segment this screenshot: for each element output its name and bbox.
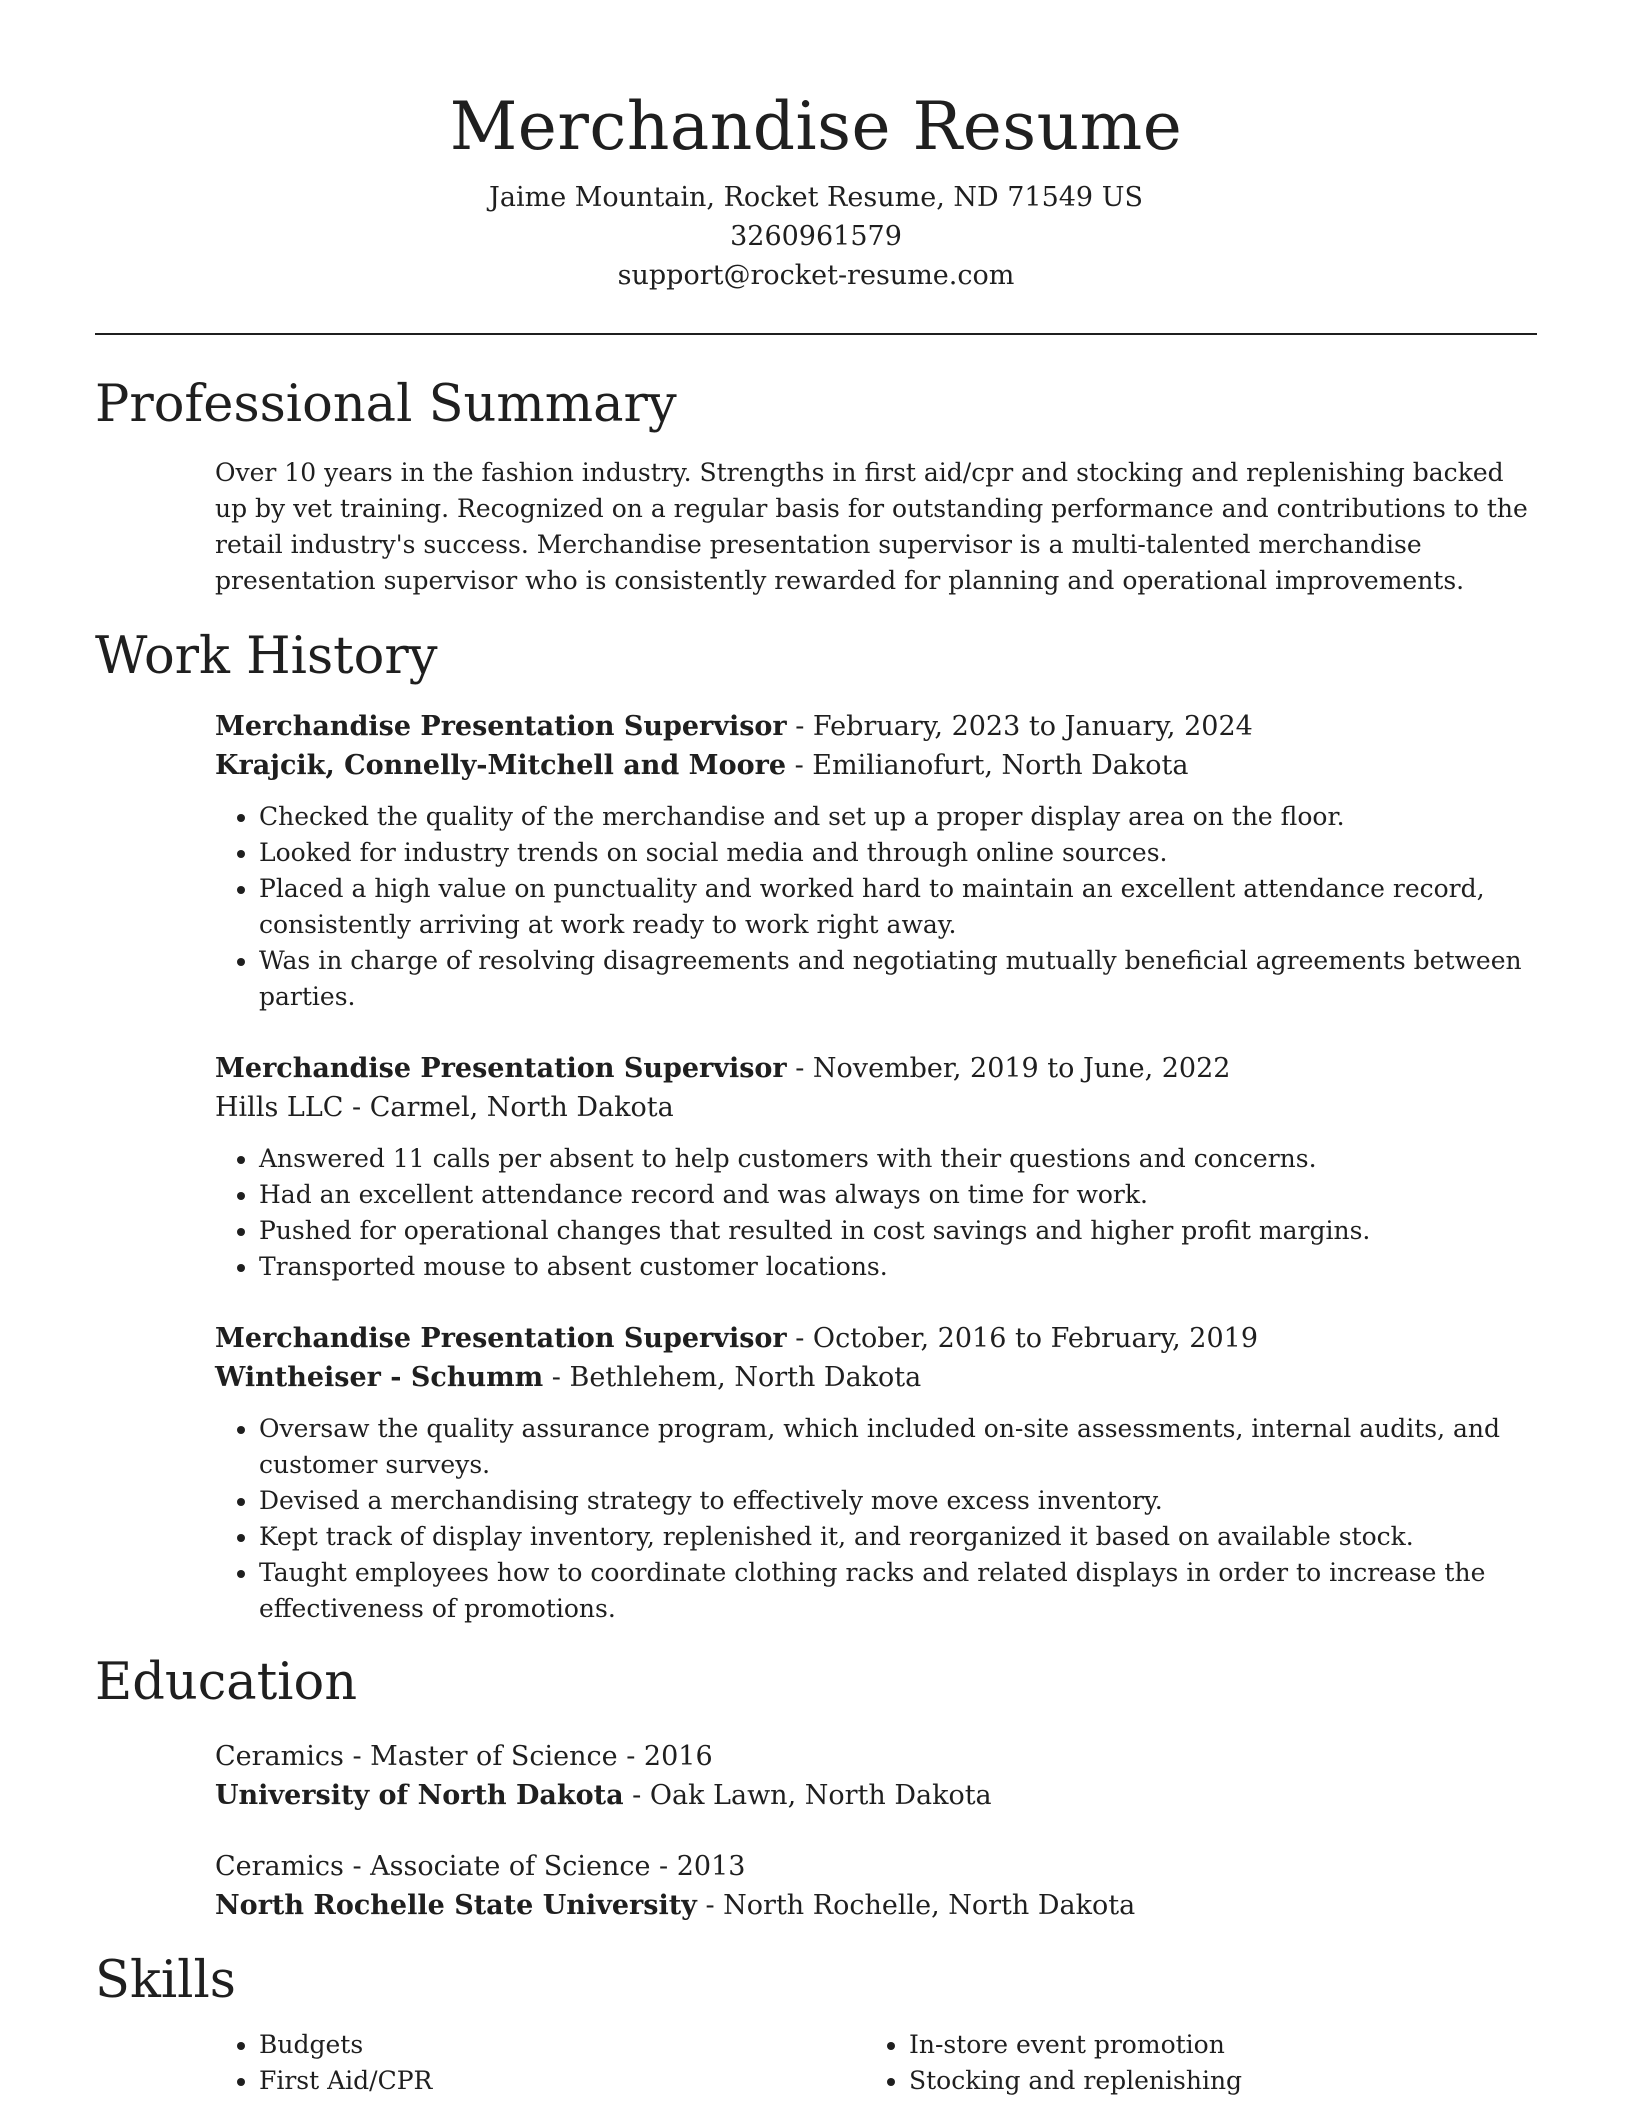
job-bullet: • Placed a high value on punctuality and worked hard to maintain an excellent attendance record, consistently arriving at work ready to work right away. <box>259 871 1537 943</box>
job-dates: - November, 2019 to June, 2022 <box>786 1053 1231 1084</box>
education-degree: Ceramics - Master of Science <box>215 1741 618 1772</box>
contact-info <box>95 178 1537 295</box>
skills-column-left <box>215 2027 865 2099</box>
job-bullet: • Devised a merchandising strategy to effectively move excess inventory. <box>259 1483 1537 1519</box>
section-title-summary: Professional Summary <box>95 375 677 434</box>
job-bullet: • Had an excellent attendance record and was always on time for work. <box>259 1177 1537 1213</box>
job-location: - Carmel, North Dakota <box>343 1092 674 1123</box>
job-bullet: • Taught employees how to coordinate clothing racks and related displays in order to increase the effectiveness of promotions. <box>259 1555 1537 1627</box>
education-entry <box>215 1737 1537 1815</box>
education-degree-line <box>215 1847 1537 1886</box>
job-entry <box>215 1319 1537 1627</box>
education-location: - Oak Lawn, North Dakota <box>623 1780 992 1811</box>
job-bullet: • Kept track of display inventory, replenished it, and reorganized it based on available stock. <box>259 1519 1537 1555</box>
education-school-line <box>215 1776 1537 1815</box>
job-company-line <box>215 1088 1537 1127</box>
education-location: - North Rochelle, North Dakota <box>696 1890 1136 1921</box>
skill-item: • Stocking and replenishing <box>909 2063 1515 2099</box>
job-role: Merchandise Presentation Supervisor <box>215 1053 787 1084</box>
job-role-line <box>215 1049 1537 1088</box>
job-dates: - February, 2023 to January, 2024 <box>786 711 1253 742</box>
work-history-list <box>215 707 1537 1627</box>
job-bullets <box>215 1141 1537 1285</box>
header-divider <box>95 333 1537 335</box>
page-title: Merchandise Resume <box>449 88 1183 165</box>
job-role-line <box>215 707 1537 746</box>
contact-address: Jaime Mountain, Rocket Resume, ND 71549 US <box>489 182 1143 213</box>
education-degree-line <box>215 1737 1537 1776</box>
job-role: Merchandise Presentation Supervisor <box>215 1323 787 1354</box>
contact-email: support@rocket-resume.com <box>617 260 1015 291</box>
job-bullet: • Checked the quality of the merchandise and set up a proper display area on the floor. <box>259 799 1537 835</box>
job-bullet: • Transported mouse to absent customer locations. <box>259 1249 1537 1285</box>
job-bullets <box>215 1411 1537 1627</box>
job-location: - Bethlehem, North Dakota <box>543 1362 922 1393</box>
skill-item: • In-store event promotion <box>909 2027 1515 2063</box>
skill-item: • Budgets <box>259 2027 865 2063</box>
section-title-work-history: Work History <box>95 627 438 686</box>
job-entry <box>215 1049 1537 1285</box>
job-role-line <box>215 1319 1537 1358</box>
skill-item: • First Aid/CPR <box>259 2063 865 2099</box>
job-role: Merchandise Presentation Supervisor <box>215 711 787 742</box>
job-dates: - October, 2016 to February, 2019 <box>786 1323 1259 1354</box>
job-company-line <box>215 1358 1537 1397</box>
skills-column-right <box>865 2027 1515 2099</box>
resume-header <box>95 0 1537 295</box>
job-company-line <box>215 746 1537 785</box>
job-entry <box>215 707 1537 1015</box>
job-bullet: • Was in charge of resolving disagreements and negotiating mutually beneficial agreements between parties. <box>259 943 1537 1015</box>
job-company: Hills LLC <box>215 1092 344 1123</box>
job-bullet: • Looked for industry trends on social media and through online sources. <box>259 835 1537 871</box>
contact-phone: 3260961579 <box>730 221 902 252</box>
resume-page <box>95 0 1537 2099</box>
summary-text: Over 10 years in the fashion industry. Strengths in first aid/cpr and stocking and replenishing backed up by vet training. Recognized on a regular basis for outstanding performance and contributions to the retail industry's success. Merchandise presentation supervisor is a multi-talented merchandise presentation supervisor who is consistently rewarded for planning and operational improvements. <box>215 458 1528 595</box>
education-list <box>215 1737 1537 1925</box>
section-title-skills: Skills <box>95 1951 236 2010</box>
education-school: North Rochelle State University <box>215 1890 697 1921</box>
job-bullet: • Pushed for operational changes that resulted in cost savings and higher profit margins. <box>259 1213 1537 1249</box>
job-company: Krajcik, Connelly-Mitchell and Moore <box>215 750 786 781</box>
skills-list <box>215 2027 1537 2099</box>
job-bullet: • Answered 11 calls per absent to help customers with their questions and concerns. <box>259 1141 1537 1177</box>
job-location: - Emilianofurt, North Dakota <box>786 750 1189 781</box>
education-year: - 2016 <box>617 1741 713 1772</box>
education-entry <box>215 1847 1537 1925</box>
education-school-line <box>215 1886 1537 1925</box>
job-bullet: • Oversaw the quality assurance program, which included on-site assessments, internal audits, and customer surveys. <box>259 1411 1537 1483</box>
education-year: - 2013 <box>650 1851 746 1882</box>
education-degree: Ceramics - Associate of Science <box>215 1851 651 1882</box>
education-school: University of North Dakota <box>215 1780 624 1811</box>
job-bullets <box>215 799 1537 1015</box>
job-company: Wintheiser - Schumm <box>215 1362 544 1393</box>
section-title-education: Education <box>95 1653 358 1712</box>
